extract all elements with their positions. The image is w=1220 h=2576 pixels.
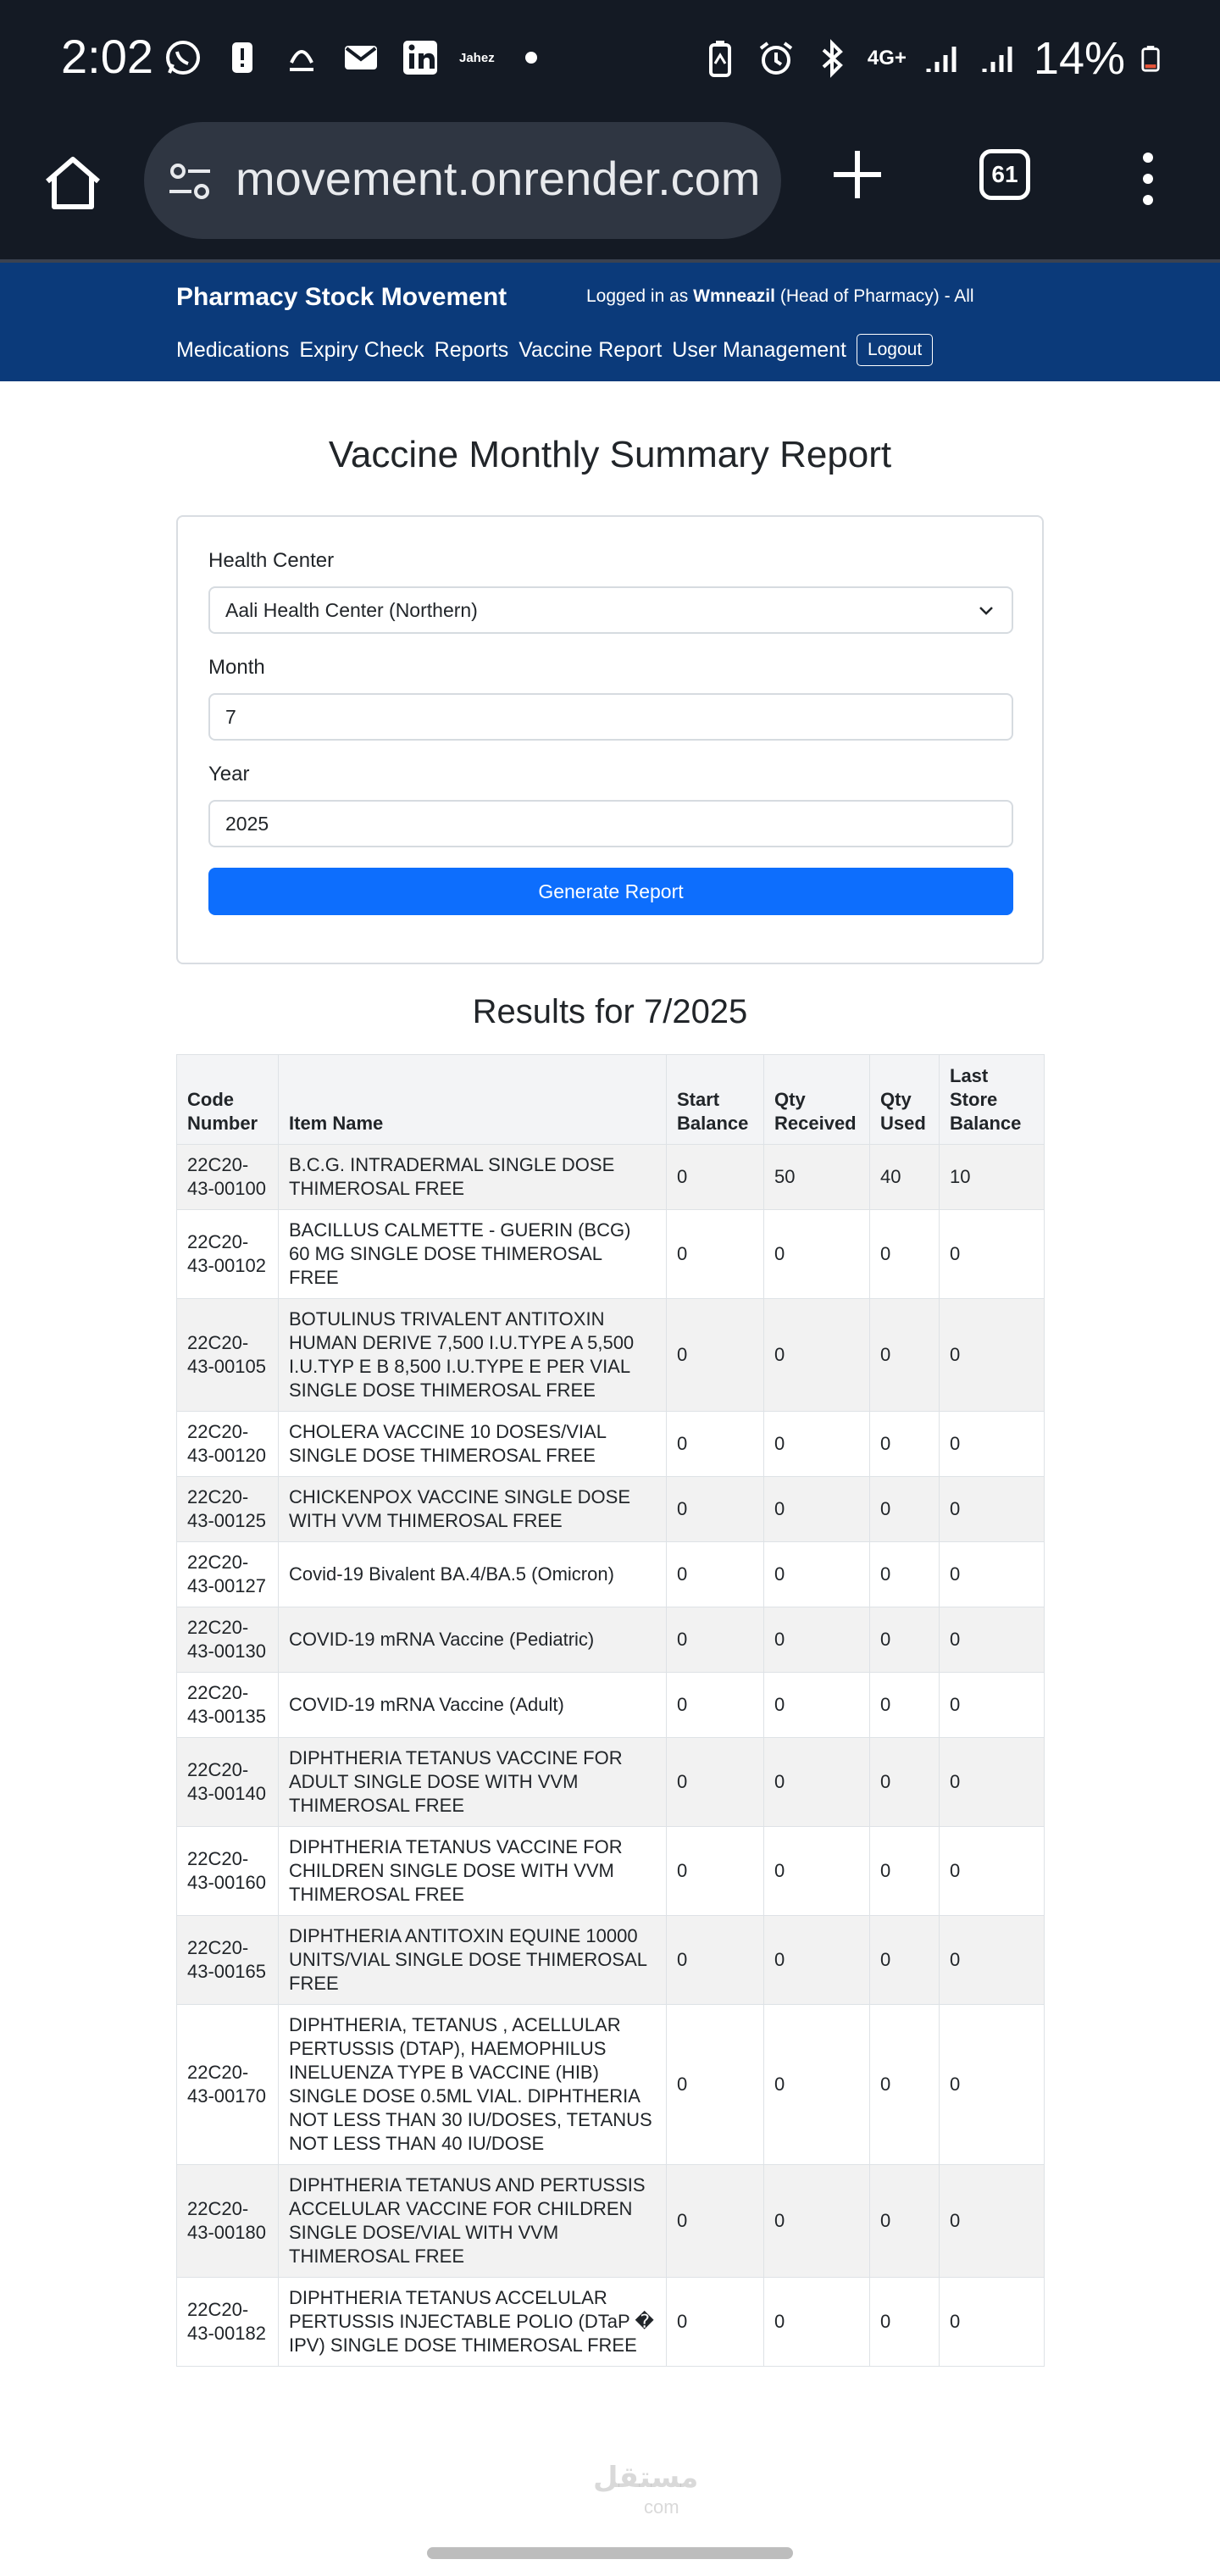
start-balance-cell: 0 [667, 1827, 764, 1916]
qty-used-cell: 40 [870, 1145, 940, 1210]
year-label: Year [208, 763, 250, 786]
table-row [177, 1412, 1045, 1477]
alert-icon [222, 37, 263, 78]
site-settings-icon[interactable] [166, 158, 214, 205]
table-row [177, 1477, 1045, 1542]
code-cell: 22C20-43-00160 [177, 1827, 279, 1916]
table-row [177, 1607, 1045, 1673]
year-input[interactable]: 2025 [208, 800, 1013, 847]
code-cell: 22C20-43-00180 [177, 2165, 279, 2278]
last-store-balance-cell: 0 [940, 1827, 1045, 1916]
code-cell: 22C20-43-00135 [177, 1673, 279, 1738]
last-store-balance-cell: 0 [940, 1477, 1045, 1542]
col-header-item-name: Item Name [279, 1055, 667, 1145]
last-store-balance-cell: 0 [940, 1210, 1045, 1299]
code-cell: 22C20-43-00165 [177, 1916, 279, 2005]
col-header-qty-used: Qty Used [870, 1055, 940, 1145]
code-cell: 22C20-43-00120 [177, 1412, 279, 1477]
hotspot-icon [281, 37, 322, 78]
start-balance-cell: 0 [667, 1210, 764, 1299]
last-store-balance-cell: 0 [940, 1299, 1045, 1412]
col-header-last-store-balance: Last Store Balance [940, 1055, 1045, 1145]
qty-received-cell: 0 [764, 1607, 870, 1673]
code-cell: 22C20-43-00130 [177, 1607, 279, 1673]
item-name-cell: DIPHTHERIA TETANUS AND PERTUSSIS ACCELULAR VACCINE FOR CHILDREN SINGLE DOSE/VIAL WITH VVM THIMEROSAL FREE [279, 2165, 667, 2278]
whatsapp-icon [163, 37, 203, 78]
start-balance-cell: 0 [667, 1607, 764, 1673]
start-balance-cell: 0 [667, 1412, 764, 1477]
nav-links [176, 334, 933, 366]
tab-switcher-button[interactable]: 61 [979, 149, 1030, 200]
qty-used-cell: 0 [870, 1210, 940, 1299]
qty-received-cell: 0 [764, 1477, 870, 1542]
qty-received-cell: 0 [764, 2165, 870, 2278]
table-row [177, 1542, 1045, 1607]
item-name-cell: B.C.G. INTRADERMAL SINGLE DOSE THIMEROSAL FREE [279, 1145, 667, 1210]
start-balance-cell: 0 [667, 1916, 764, 2005]
qty-used-cell: 0 [870, 1542, 940, 1607]
item-name-cell: DIPHTHERIA TETANUS VACCINE FOR ADULT SINGLE DOSE WITH VVM THIMEROSAL FREE [279, 1738, 667, 1827]
table-row [177, 1673, 1045, 1738]
qty-used-cell: 0 [870, 1412, 940, 1477]
code-cell: 22C20-43-00100 [177, 1145, 279, 1210]
qty-received-cell: 0 [764, 1299, 870, 1412]
login-prefix: Logged in as [586, 286, 689, 306]
table-row [177, 1916, 1045, 2005]
battery-saver-icon [700, 38, 740, 79]
page-title: Vaccine Monthly Summary Report [328, 434, 892, 475]
last-store-balance-cell: 0 [940, 2165, 1045, 2278]
nav-user-management[interactable]: User Management [672, 337, 846, 362]
gesture-navigation-bar[interactable] [427, 2547, 793, 2559]
item-name-cell: BACILLUS CALMETTE - GUERIN (BCG) 60 MG SINGLE DOSE THIMEROSAL FREE [279, 1210, 667, 1299]
nav-medications[interactable]: Medications [176, 337, 290, 362]
system-icons [700, 32, 1169, 85]
item-name-cell: BOTULINUS TRIVALENT ANTITOXIN HUMAN DERIVE 7,500 I.U.TYPE A 5,500 I.U.TYP E B 8,500 I.U.TYPE E PER VIAL SINGLE DOSE THIMEROSAL FREE [279, 1299, 667, 1412]
code-cell: 22C20-43-00170 [177, 2005, 279, 2165]
code-cell: 22C20-43-00182 [177, 2278, 279, 2367]
start-balance-cell: 0 [667, 1477, 764, 1542]
browser-toolbar [0, 115, 1220, 263]
code-cell: 22C20-43-00125 [177, 1477, 279, 1542]
qty-received-cell: 0 [764, 1542, 870, 1607]
results-table [176, 1054, 1045, 2367]
last-store-balance-cell: 0 [940, 1607, 1045, 1673]
item-name-cell: CHOLERA VACCINE 10 DOSES/VIAL SINGLE DOSE THIMEROSAL FREE [279, 1412, 667, 1477]
last-store-balance-cell: 0 [940, 2005, 1045, 2165]
last-store-balance-cell: 0 [940, 1738, 1045, 1827]
network-type: 4G+ [867, 47, 907, 69]
report-filter-card [176, 515, 1044, 964]
item-name-cell: DIPHTHERIA TETANUS VACCINE FOR CHILDREN SINGLE DOSE WITH VVM THIMEROSAL FREE [279, 1827, 667, 1916]
login-info [586, 286, 974, 307]
table-row [177, 1299, 1045, 1412]
results-table-body [177, 1145, 1045, 2367]
last-store-balance-cell: 0 [940, 1673, 1045, 1738]
linkedin-icon [400, 37, 441, 78]
last-store-balance-cell: 10 [940, 1145, 1045, 1210]
start-balance-cell: 0 [667, 2005, 764, 2165]
code-cell: 22C20-43-00140 [177, 1738, 279, 1827]
qty-used-cell: 0 [870, 1477, 940, 1542]
address-bar[interactable] [144, 122, 781, 239]
last-store-balance-cell: 0 [940, 1916, 1045, 2005]
item-name-cell: DIPHTHERIA TETANUS ACCELULAR PERTUSSIS INJECTABLE POLIO (DTaP � IPV) SINGLE DOSE THIMEROSAL FREE [279, 2278, 667, 2367]
item-name-cell: DIPHTHERIA, TETANUS , ACELLULAR PERTUSSIS (DTAP), HAEMOPHILUS INELUENZA TYPE B VACCINE (HIB) SINGLE DOSE 0.5ML VIAL. DIPHTHERIA NOT LESS THAN 30 IU/DOSES, TETANUS NOT LESS THAN 40 IU/DOSE [279, 2005, 667, 2165]
qty-used-cell: 0 [870, 1827, 940, 1916]
chevron-down-icon [976, 600, 996, 620]
table-row [177, 1827, 1045, 1916]
qty-received-cell: 0 [764, 1738, 870, 1827]
last-store-balance-cell: 0 [940, 1542, 1045, 1607]
signal-icon [922, 38, 962, 79]
url-text[interactable]: movement.onrender.com [236, 152, 761, 205]
table-row [177, 1738, 1045, 1827]
month-label: Month [208, 656, 265, 679]
table-header-row [177, 1055, 1045, 1145]
health-center-value: Aali Health Center (Northern) [225, 599, 478, 621]
health-center-label: Health Center [208, 549, 335, 572]
start-balance-cell: 0 [667, 1738, 764, 1827]
generate-report-button[interactable]: Generate Report [208, 868, 1013, 915]
start-balance-cell: 0 [667, 1299, 764, 1412]
signal-icon-2 [978, 38, 1018, 79]
bluetooth-icon [812, 38, 852, 79]
table-row [177, 2005, 1045, 2165]
battery-icon [1140, 38, 1169, 79]
item-name-cell: CHICKENPOX VACCINE SINGLE DOSE WITH VVM THIMEROSAL FREE [279, 1477, 667, 1542]
jahez-notification: Jahez [459, 50, 495, 65]
code-cell: 22C20-43-00105 [177, 1299, 279, 1412]
qty-used-cell: 0 [870, 1299, 940, 1412]
start-balance-cell: 0 [667, 1542, 764, 1607]
app-navbar [0, 263, 1220, 381]
qty-used-cell: 0 [870, 1607, 940, 1673]
start-balance-cell: 0 [667, 2278, 764, 2367]
notification-icons [163, 37, 537, 78]
code-cell: 22C20-43-00102 [177, 1210, 279, 1299]
username: Wmneazil [693, 286, 775, 306]
table-row [177, 2278, 1045, 2367]
mail-icon [341, 37, 381, 78]
qty-used-cell: 0 [870, 1673, 940, 1738]
table-row [177, 1210, 1045, 1299]
month-input[interactable]: 7 [208, 693, 1013, 741]
qty-received-cell: 0 [764, 2005, 870, 2165]
table-row [177, 2165, 1045, 2278]
logout-button[interactable]: Logout [857, 334, 933, 366]
qty-used-cell: 0 [870, 1916, 940, 2005]
watermark-domain: com [644, 2496, 679, 2518]
qty-received-cell: 0 [764, 2278, 870, 2367]
qty-used-cell: 0 [870, 2165, 940, 2278]
start-balance-cell: 0 [667, 2165, 764, 2278]
qty-received-cell: 0 [764, 1827, 870, 1916]
item-name-cell: COVID-19 mRNA Vaccine (Pediatric) [279, 1607, 667, 1673]
login-role: (Head of Pharmacy) - All [779, 286, 974, 306]
watermark-logo: مستقل [593, 2461, 699, 2495]
qty-received-cell: 0 [764, 1916, 870, 2005]
qty-used-cell: 0 [870, 1738, 940, 1827]
start-balance-cell: 0 [667, 1673, 764, 1738]
table-row [177, 1145, 1045, 1210]
new-tab-icon[interactable] [830, 147, 884, 202]
clock: 2:02 [61, 30, 153, 83]
alarm-icon [756, 38, 796, 79]
nav-expiry-check[interactable]: Expiry Check [299, 337, 424, 362]
qty-received-cell: 0 [764, 1210, 870, 1299]
more-notifications-dot [525, 52, 537, 64]
item-name-cell: DIPHTHERIA ANTITOXIN EQUINE 10000 UNITS/VIAL SINGLE DOSE THIMEROSAL FREE [279, 1916, 667, 2005]
battery-percent: 14% [1033, 33, 1125, 84]
results-title: Results for 7/2025 [472, 993, 748, 1030]
app-brand[interactable]: Pharmacy Stock Movement [176, 283, 507, 311]
nav-vaccine-report[interactable]: Vaccine Report [518, 337, 663, 362]
col-header-start-balance: Start Balance [667, 1055, 764, 1145]
start-balance-cell: 0 [667, 1145, 764, 1210]
code-cell: 22C20-43-00127 [177, 1542, 279, 1607]
home-icon[interactable] [39, 149, 107, 217]
col-header-qty-received: Qty Received [764, 1055, 870, 1145]
qty-used-cell: 0 [870, 2278, 940, 2367]
qty-received-cell: 0 [764, 1412, 870, 1477]
item-name-cell: Covid-19 Bivalent BA.4/BA.5 (Omicron) [279, 1542, 667, 1607]
overflow-menu-icon[interactable] [1135, 149, 1161, 208]
nav-reports[interactable]: Reports [434, 337, 509, 362]
health-center-select[interactable] [208, 586, 1013, 634]
qty-received-cell: 50 [764, 1145, 870, 1210]
last-store-balance-cell: 0 [940, 1412, 1045, 1477]
status-bar [0, 0, 1220, 115]
last-store-balance-cell: 0 [940, 2278, 1045, 2367]
qty-received-cell: 0 [764, 1673, 870, 1738]
col-header-code: Code Number [177, 1055, 279, 1145]
qty-used-cell: 0 [870, 2005, 940, 2165]
item-name-cell: COVID-19 mRNA Vaccine (Adult) [279, 1673, 667, 1738]
